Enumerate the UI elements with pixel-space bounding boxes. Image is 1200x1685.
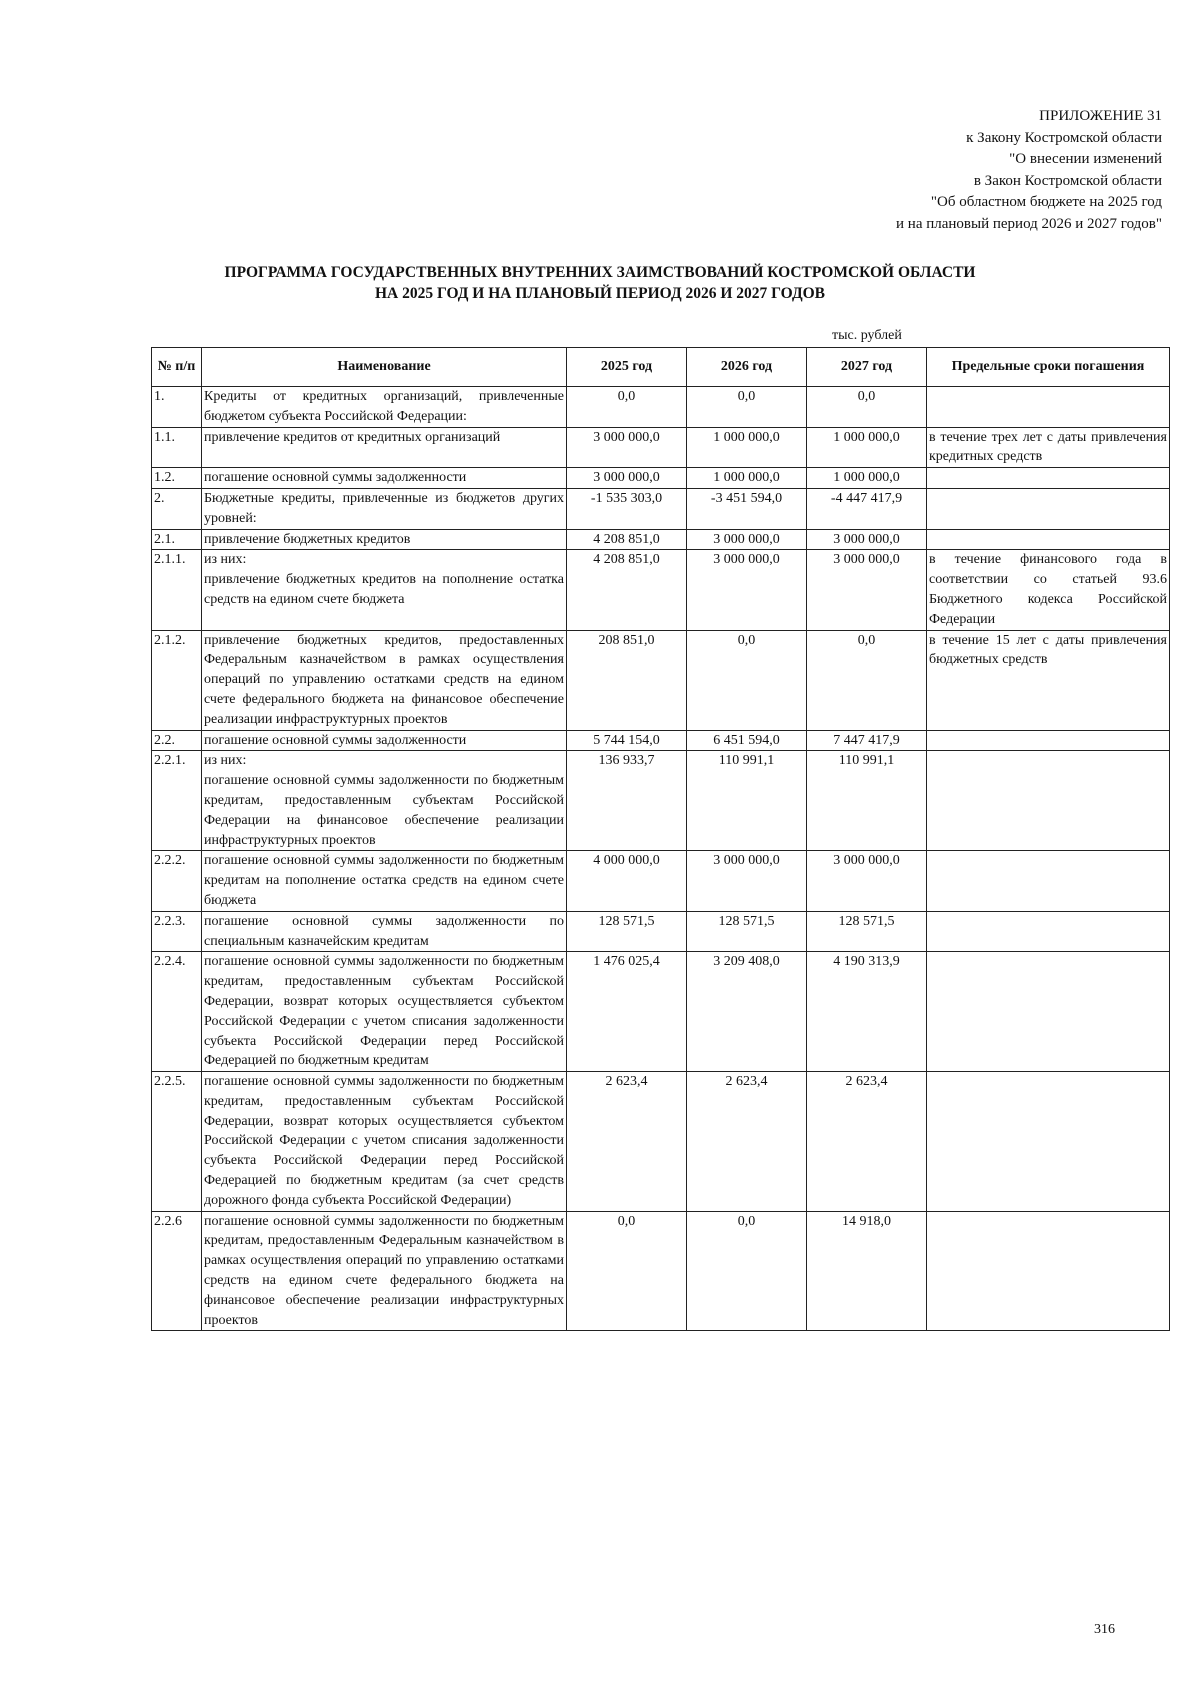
row-number: 2. bbox=[152, 488, 202, 529]
row-value-2025: 208 851,0 bbox=[567, 630, 687, 730]
row-number: 2.2.2. bbox=[152, 851, 202, 911]
table-row bbox=[152, 488, 1170, 529]
row-name: погашение основной суммы задолженности bbox=[202, 730, 567, 751]
table-row bbox=[152, 468, 1170, 489]
row-value-2027: 2 623,4 bbox=[807, 1072, 927, 1212]
row-value-2027: 3 000 000,0 bbox=[807, 851, 927, 911]
table-row bbox=[152, 1211, 1170, 1331]
row-number: 2.2.3. bbox=[152, 911, 202, 952]
document-title-line1: ПРОГРАММА ГОСУДАРСТВЕННЫХ ВНУТРЕННИХ ЗАИМСТВОВАНИЙ КОСТРОМСКОЙ ОБЛАСТИ bbox=[224, 264, 976, 281]
row-number: 2.2.5. bbox=[152, 1072, 202, 1212]
row-value-2026: 110 991,1 bbox=[687, 751, 807, 851]
row-value-2026: 128 571,5 bbox=[687, 911, 807, 952]
appendix-line: "О внесении изменений bbox=[1009, 151, 1162, 167]
row-repayment-term: в течение трех лет с даты привлечения кредитных средств bbox=[927, 427, 1170, 468]
row-name-prefix: из них: bbox=[204, 753, 247, 769]
document-title-line2: НА 2025 ГОД И НА ПЛАНОВЫЙ ПЕРИОД 2026 И 2027 ГОДОВ bbox=[375, 285, 825, 302]
table-row bbox=[152, 751, 1170, 851]
borrowing-program-table bbox=[151, 347, 1170, 1331]
appendix-header bbox=[662, 106, 1162, 235]
row-value-2027: 3 000 000,0 bbox=[807, 550, 927, 630]
row-value-2026: 0,0 bbox=[687, 387, 807, 428]
row-value-2025: 1 476 025,4 bbox=[567, 952, 687, 1072]
row-repayment-term: в течение 15 лет с даты привлечения бюджетных средств bbox=[927, 630, 1170, 730]
row-value-2026: 3 209 408,0 bbox=[687, 952, 807, 1072]
row-value-2027: 4 190 313,9 bbox=[807, 952, 927, 1072]
table-row bbox=[152, 630, 1170, 730]
row-value-2027: 128 571,5 bbox=[807, 911, 927, 952]
row-name: Кредиты от кредитных организаций, привлеченные бюджетом субъекта Российской Федерации: bbox=[202, 387, 567, 428]
table-row bbox=[152, 387, 1170, 428]
row-repayment-term bbox=[927, 1211, 1170, 1331]
row-value-2027: 1 000 000,0 bbox=[807, 468, 927, 489]
row-value-2025: 4 000 000,0 bbox=[567, 851, 687, 911]
row-value-2025: 0,0 bbox=[567, 1211, 687, 1331]
table-row bbox=[152, 730, 1170, 751]
appendix-line: "Об областном бюджете на 2025 год bbox=[930, 194, 1162, 210]
row-name: погашение основной суммы задолженности по бюджетным кредитам, предоставленным Федеральным казначейством в рамках осуществления операций по управлению остатками средств на едином счете федерального бюджета на финансовое обеспечение реализации инфраструктурных проектов bbox=[202, 1211, 567, 1331]
row-value-2027: 14 918,0 bbox=[807, 1211, 927, 1331]
row-value-2025: 136 933,7 bbox=[567, 751, 687, 851]
header-2027: 2027 год bbox=[807, 348, 927, 387]
row-value-2025: 3 000 000,0 bbox=[567, 427, 687, 468]
row-number: 2.1.1. bbox=[152, 550, 202, 630]
units-label: тыс. рублей bbox=[832, 328, 902, 343]
row-value-2026: 1 000 000,0 bbox=[687, 468, 807, 489]
row-value-2027: 1 000 000,0 bbox=[807, 427, 927, 468]
row-value-2025: 4 208 851,0 bbox=[567, 550, 687, 630]
row-repayment-term bbox=[927, 730, 1170, 751]
row-value-2026: 0,0 bbox=[687, 1211, 807, 1331]
table-body bbox=[152, 387, 1170, 1331]
row-value-2025: 128 571,5 bbox=[567, 911, 687, 952]
table-row bbox=[152, 529, 1170, 550]
row-number: 2.1.2. bbox=[152, 630, 202, 730]
row-name: погашение основной суммы задолженности по бюджетным кредитам на пополнение остатка средств на едином счете бюджета bbox=[202, 851, 567, 911]
row-name bbox=[202, 550, 567, 630]
appendix-line: ПРИЛОЖЕНИЕ 31 bbox=[1039, 108, 1162, 124]
row-value-2025: 4 208 851,0 bbox=[567, 529, 687, 550]
row-number: 2.1. bbox=[152, 529, 202, 550]
header-name: Наименование bbox=[202, 348, 567, 387]
table-row bbox=[152, 427, 1170, 468]
row-name-prefix: из них: bbox=[204, 552, 247, 568]
row-repayment-term bbox=[927, 1072, 1170, 1212]
document-title bbox=[150, 262, 1050, 304]
page-number: 316 bbox=[1094, 1622, 1115, 1637]
row-value-2027: -4 447 417,9 bbox=[807, 488, 927, 529]
row-repayment-term bbox=[927, 851, 1170, 911]
row-value-2026: 6 451 594,0 bbox=[687, 730, 807, 751]
row-value-2026: 0,0 bbox=[687, 630, 807, 730]
header-2025: 2025 год bbox=[567, 348, 687, 387]
table-row bbox=[152, 851, 1170, 911]
appendix-line: в Закон Костромской области bbox=[973, 172, 1162, 189]
row-name: погашение основной суммы задолженности bbox=[202, 468, 567, 489]
row-value-2026: 3 000 000,0 bbox=[687, 851, 807, 911]
row-value-2026: 2 623,4 bbox=[687, 1072, 807, 1212]
row-name: привлечение кредитов от кредитных организаций bbox=[202, 427, 567, 468]
row-number: 1. bbox=[152, 387, 202, 428]
row-name: погашение основной суммы задолженности по бюджетным кредитам, предоставленным субъектам Российской Федерации, возврат которых осуществляется субъектом Российской Федерации с учетом списания задолженности субъекта Российской Федерации перед Российской Федерацией по бюджетным кредитам bbox=[202, 952, 567, 1072]
row-number: 1.2. bbox=[152, 468, 202, 489]
row-value-2025: -1 535 303,0 bbox=[567, 488, 687, 529]
row-value-2025: 5 744 154,0 bbox=[567, 730, 687, 751]
row-value-2026: 1 000 000,0 bbox=[687, 427, 807, 468]
row-repayment-term: в течение финансового года в соответствии со статьей 93.6 Бюджетного кодекса Российской Федерации bbox=[927, 550, 1170, 630]
row-value-2025: 2 623,4 bbox=[567, 1072, 687, 1212]
row-value-2026: 3 000 000,0 bbox=[687, 550, 807, 630]
row-name: привлечение бюджетных кредитов, предоставленных Федеральным казначейством в рамках осуществления операций по управлению остатками средств на едином счете федерального бюджета на финансовое обеспечение реализации инфраструктурных проектов bbox=[202, 630, 567, 730]
appendix-line: и на плановый период 2026 и 2027 годов" bbox=[896, 215, 1162, 232]
header-term: Предельные сроки погашения bbox=[927, 348, 1170, 387]
row-value-2025: 3 000 000,0 bbox=[567, 468, 687, 489]
row-repayment-term bbox=[927, 468, 1170, 489]
row-value-2027: 7 447 417,9 bbox=[807, 730, 927, 751]
row-value-2025: 0,0 bbox=[567, 387, 687, 428]
row-value-2027: 0,0 bbox=[807, 387, 927, 428]
table-row bbox=[152, 911, 1170, 952]
header-2026: 2026 год bbox=[687, 348, 807, 387]
row-number: 1.1. bbox=[152, 427, 202, 468]
row-value-2027: 0,0 bbox=[807, 630, 927, 730]
row-number: 2.2.4. bbox=[152, 952, 202, 1072]
row-value-2027: 110 991,1 bbox=[807, 751, 927, 851]
row-number: 2.2.1. bbox=[152, 751, 202, 851]
row-name-text: погашение основной суммы задолженности по бюджетным кредитам, предоставленным субъектам Российской Федерации на финансовое обеспечение реализации инфраструктурных проектов bbox=[204, 773, 564, 848]
row-name bbox=[202, 751, 567, 851]
table-row bbox=[152, 952, 1170, 1072]
appendix-line: к Закону Костромской области bbox=[966, 129, 1162, 146]
row-name: Бюджетные кредиты, привлеченные из бюджетов других уровней: bbox=[202, 488, 567, 529]
table-header-row bbox=[152, 348, 1170, 387]
row-repayment-term bbox=[927, 911, 1170, 952]
table-row bbox=[152, 1072, 1170, 1212]
row-name-text: привлечение бюджетных кредитов на пополнение остатка средств на едином счете бюджета bbox=[204, 572, 564, 607]
row-number: 2.2. bbox=[152, 730, 202, 751]
row-repayment-term bbox=[927, 751, 1170, 851]
row-name: погашение основной суммы задолженности по бюджетным кредитам, предоставленным субъектам Российской Федерации, возврат которых осуществляется субъектом Российской Федерации с учетом списания задолженности субъекта Российской Федерации перед Российской Федерацией по бюджетным кредитам (за счет средств дорожного фонда субъекта Российской Федерации) bbox=[202, 1072, 567, 1212]
row-repayment-term bbox=[927, 529, 1170, 550]
row-repayment-term bbox=[927, 952, 1170, 1072]
row-value-2026: -3 451 594,0 bbox=[687, 488, 807, 529]
row-value-2027: 3 000 000,0 bbox=[807, 529, 927, 550]
row-name: погашение основной суммы задолженности по специальным казначейским кредитам bbox=[202, 911, 567, 952]
row-name: привлечение бюджетных кредитов bbox=[202, 529, 567, 550]
row-repayment-term bbox=[927, 387, 1170, 428]
table-row bbox=[152, 550, 1170, 630]
header-number: № п/п bbox=[152, 348, 202, 387]
row-repayment-term bbox=[927, 488, 1170, 529]
row-value-2026: 3 000 000,0 bbox=[687, 529, 807, 550]
row-number: 2.2.6 bbox=[152, 1211, 202, 1331]
